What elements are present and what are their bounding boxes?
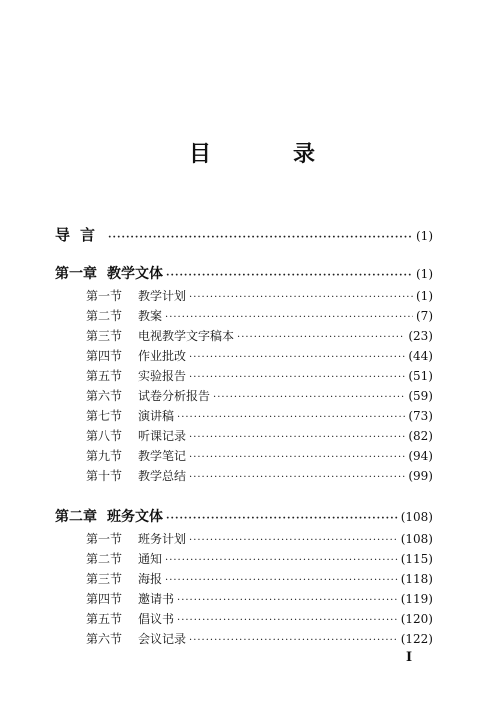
toc-section[interactable]	[86, 407, 433, 424]
toc-section[interactable]	[86, 347, 433, 364]
leader-dots	[177, 615, 398, 626]
section-number: 第三节	[86, 572, 123, 586]
toc-section[interactable]	[86, 447, 433, 464]
toc-chapter-1[interactable]	[55, 263, 433, 283]
section-number: 第四节	[86, 349, 123, 363]
leader-dots	[189, 535, 398, 546]
section-number: 第九节	[86, 449, 123, 463]
toc-entry-title: 导言	[55, 226, 106, 244]
toc-page-number: (120)	[400, 612, 433, 626]
page-folio: I	[406, 650, 413, 665]
leader-dots	[189, 452, 405, 463]
toc-page-number: (1)	[416, 267, 433, 281]
leader-dots	[166, 270, 413, 281]
section-number: 第五节	[86, 612, 123, 626]
toc-page-number: (59)	[408, 389, 433, 403]
section-title: 电视教学文字稿本	[138, 329, 235, 343]
section-number: 第二节	[86, 309, 123, 323]
chapter-number: 第二章	[55, 509, 97, 525]
toc-section[interactable]	[86, 630, 433, 647]
leader-dots	[189, 352, 405, 363]
toc-page-number: (7)	[416, 309, 433, 323]
toc-page-number: (118)	[400, 572, 433, 586]
chapter-title: 教学文体	[107, 266, 163, 282]
toc-entry-intro[interactable]	[55, 224, 433, 245]
section-number: 第四节	[86, 592, 123, 606]
section-number: 第五节	[86, 369, 123, 383]
section-number: 第三节	[86, 329, 123, 343]
section-number: 第六节	[86, 389, 123, 403]
toc-section[interactable]	[86, 590, 433, 607]
toc-page-number: (1)	[416, 289, 433, 303]
leader-dots	[165, 575, 398, 586]
section-title: 海报	[138, 572, 163, 586]
leader-dots	[189, 432, 405, 443]
toc-page-number: (108)	[400, 532, 433, 546]
toc-page-number: (1)	[416, 229, 433, 243]
section-number: 第十节	[86, 469, 123, 483]
chapter-title: 班务文体	[107, 509, 163, 525]
toc-chapter-2[interactable]	[55, 506, 433, 526]
toc-section[interactable]	[86, 550, 433, 567]
leader-dots	[177, 412, 405, 423]
section-number: 第一节	[86, 532, 123, 546]
section-title: 试卷分析报告	[138, 389, 211, 403]
leader-dots	[189, 472, 405, 483]
toc-page-number: (108)	[400, 510, 433, 524]
toc-page-number: (99)	[408, 469, 433, 483]
toc-page-number: (119)	[400, 592, 433, 606]
toc-section[interactable]	[86, 570, 433, 587]
toc-page-number: (51)	[408, 369, 433, 383]
section-number: 第八节	[86, 429, 123, 443]
toc-page-number: (23)	[408, 329, 433, 343]
toc-page-number: (82)	[408, 429, 433, 443]
toc-section[interactable]	[86, 530, 433, 547]
toc-page-number: (122)	[400, 632, 433, 646]
section-title: 教学总结	[138, 469, 187, 483]
toc-section[interactable]	[86, 367, 433, 384]
section-title: 作业批改	[138, 349, 187, 363]
leader-dots	[166, 513, 398, 524]
section-title: 邀请书	[138, 592, 175, 606]
page-title: 目 录	[188, 141, 345, 167]
toc-section[interactable]	[86, 387, 433, 404]
toc-section[interactable]	[86, 307, 433, 324]
section-title: 通知	[138, 552, 163, 566]
section-title: 演讲稿	[138, 409, 175, 423]
section-title: 会议记录	[138, 632, 187, 646]
section-title: 教案	[138, 309, 163, 323]
toc-page-number: (73)	[408, 409, 433, 423]
section-number: 第七节	[86, 409, 123, 423]
leader-dots	[189, 635, 398, 646]
toc-page-number: (44)	[408, 349, 433, 363]
leader-dots	[213, 392, 405, 403]
toc-page-number: (115)	[400, 552, 433, 566]
toc-section[interactable]	[86, 467, 433, 484]
toc-section[interactable]	[86, 427, 433, 444]
section-title: 班务计划	[138, 532, 187, 546]
section-number: 第一节	[86, 289, 123, 303]
section-number: 第六节	[86, 632, 123, 646]
leader-dots	[237, 332, 405, 343]
section-title: 教学计划	[138, 289, 187, 303]
chapter-number: 第一章	[55, 266, 97, 282]
leader-dots	[189, 372, 405, 383]
toc-page-number: (94)	[408, 449, 433, 463]
section-title: 倡议书	[138, 612, 175, 626]
section-title: 听课记录	[138, 429, 187, 443]
toc-section[interactable]	[86, 610, 433, 627]
leader-dots	[108, 232, 413, 243]
toc-section[interactable]	[86, 287, 433, 304]
section-title: 实验报告	[138, 369, 187, 383]
leader-dots	[165, 312, 413, 323]
section-number: 第二节	[86, 552, 123, 566]
toc-section[interactable]	[86, 327, 433, 344]
leader-dots	[189, 292, 413, 303]
leader-dots	[177, 595, 398, 606]
section-title: 教学笔记	[138, 449, 187, 463]
leader-dots	[165, 555, 398, 566]
